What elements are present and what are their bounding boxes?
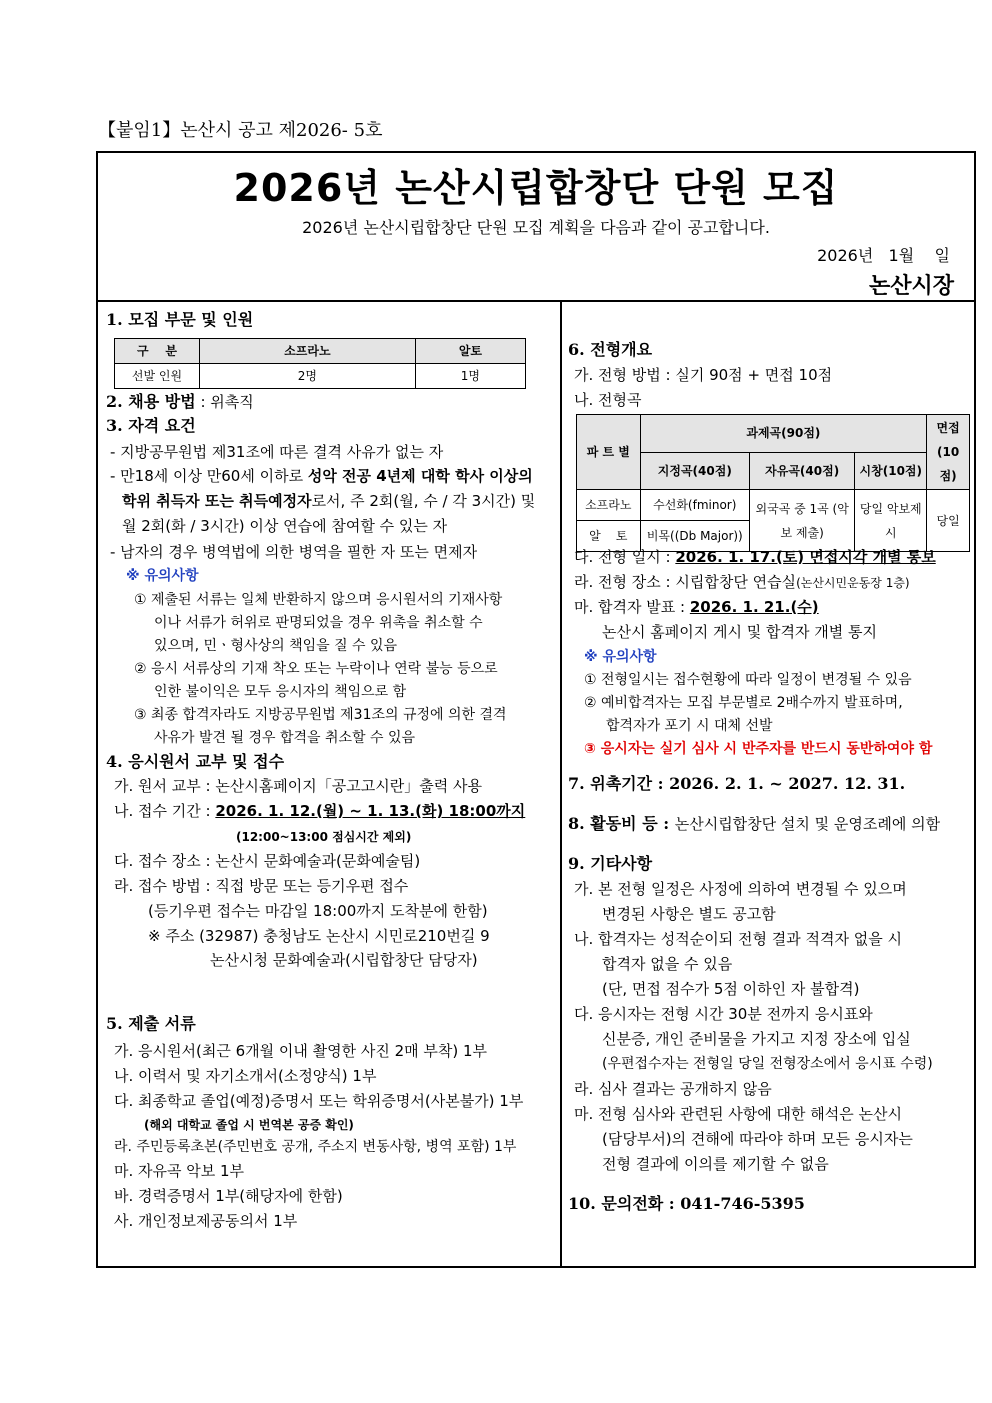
section8-heading: 8. 활동비 등 : — [568, 814, 675, 833]
table-header: 시창(10점) — [855, 452, 927, 490]
doc-item: 다. 최종학교 졸업(예정)증명서 또는 학위증명서(사본불가) 1부 — [114, 1092, 524, 1110]
table-cell: 수선화(fminor) — [640, 490, 749, 521]
table-header: 자유곡(40점) — [750, 452, 855, 490]
apply-line: 라. 접수 방법 : 직접 방문 또는 등기우편 접수 — [114, 877, 409, 895]
apply-line: (등기우편 접수는 마감일 18:00까지 도착분에 한함) — [148, 902, 488, 920]
etc-line: 마. 전형 심사와 관련된 사항에 대한 해석은 논산시 — [574, 1105, 902, 1123]
screen-place: 시립합창단 연습실 — [675, 573, 797, 591]
section2-value: : 위촉직 — [200, 393, 254, 411]
address-line: ※ 주소 (32987) 충청남도 논산시 시민로210번길 9 — [148, 927, 490, 945]
screen-label: 다. 전형 일시 : — [574, 548, 676, 566]
section10-heading: 10. 문의전화 : 041-746-5395 — [568, 1194, 805, 1213]
apply-line: 가. 원서 교부 : 논산시홈페이지「공고고시란」출력 사용 — [114, 777, 482, 795]
issuer: 논산시장 — [868, 274, 954, 299]
section2 — [106, 390, 254, 414]
table-row — [577, 415, 970, 453]
table-header: 면접 (10점) — [927, 415, 970, 490]
note-line: 사유가 발견 될 경우 합격을 취소할 수 있음 — [154, 730, 416, 746]
etc-line: 변경된 사항은 별도 공고함 — [602, 905, 776, 923]
req-line — [122, 489, 535, 513]
recruit-table — [114, 338, 526, 389]
right-column — [562, 300, 974, 1266]
section6-heading: 6. 전형개요 — [568, 340, 653, 359]
note-line: ① 제출된 서류는 일체 반환하지 않으며 응시원서의 기재사항 — [134, 592, 503, 608]
apply-line: 다. 접수 장소 : 논산시 문화예술과(문화예술팀) — [114, 852, 421, 870]
apply-line — [114, 799, 525, 823]
doc-note: (해외 대학교 졸업 시 번역본 공증 확인) — [144, 1118, 354, 1132]
doc-item: 마. 자유곡 악보 1부 — [114, 1162, 245, 1180]
section1-heading: 1. 모집 부문 및 인원 — [106, 310, 254, 329]
screen-line — [574, 545, 936, 569]
table-cell: 외국곡 중 1곡 (악보 제출) — [750, 490, 855, 552]
screen-line: 논산시 홈페이지 게시 및 합격자 개별 통지 — [602, 623, 877, 641]
doc-item: 사. 개인정보제공동의서 1부 — [114, 1212, 298, 1230]
screen-place-note: (논산시민운동장 1층) — [796, 576, 910, 590]
table-header: 과제곡(90점) — [640, 415, 927, 453]
etc-line: 합격자 없을 수 있음 — [602, 955, 733, 973]
note-line: 인한 불이익은 모두 응시자의 책임으로 함 — [154, 684, 407, 700]
etc-line: 나. 합격자는 성적순이되 전형 결과 적격자 없을 시 — [574, 930, 902, 948]
table-cell: 비목((Db Major)) — [640, 521, 749, 552]
attachment-label: 【붙임1】논산시 공고 제2026- 5호 — [98, 120, 383, 141]
etc-line: 다. 응시자는 전형 시간 30분 전까지 응시표와 — [574, 1005, 873, 1023]
req-line: - 지방공무원법 제31조에 따른 결격 사유가 없는 자 — [110, 443, 444, 461]
doc-item: 나. 이력서 및 자기소개서(소정양식) 1부 — [114, 1067, 377, 1085]
section9-heading: 9. 기타사항 — [568, 854, 653, 873]
section5-heading: 5. 제출 서류 — [106, 1014, 196, 1033]
note-line: 합격자가 포기 시 대체 선발 — [606, 718, 773, 734]
table-cell: 선발 인원 — [115, 364, 200, 389]
etc-line: 전형 결과에 이의를 제기할 수 없음 — [602, 1155, 829, 1173]
note-line: ③ 최종 합격자라도 지방공무원법 제31조의 규정에 의한 결격 — [134, 707, 507, 723]
note-line: 있으며, 민ㆍ형사상의 책임을 질 수 있음 — [154, 638, 398, 654]
section7-heading: 7. 위촉기간 : 2026. 2. 1. ~ 2027. 12. 31. — [568, 774, 906, 793]
req-emphasis: 학위 취득자 또는 취득예정자 — [122, 492, 312, 510]
notice-frame — [96, 151, 976, 1268]
notice-date: 2026년 1월 일 — [817, 246, 950, 265]
screen-line: 가. 전형 방법 : 실기 90점 + 면접 10점 — [574, 366, 833, 384]
etc-line: (담당부서)의 견해에 따라야 하며 모든 응시자는 — [602, 1130, 913, 1148]
doc-item: 가. 응시원서(최근 6개월 이내 촬영한 사진 2매 부착) 1부 — [114, 1042, 488, 1060]
section4-heading: 4. 응시원서 교부 및 접수 — [106, 752, 285, 771]
section8-value: 논산시립합창단 설치 및 운영조례에 의함 — [674, 815, 941, 833]
doc-item: 라. 주민등록초본(주민번호 공개, 주소지 변동사항, 병역 포함) 1부 — [114, 1139, 517, 1155]
section2-heading: 2. 채용 방법 — [106, 392, 196, 411]
etc-line: 라. 심사 결과는 공개하지 않음 — [574, 1080, 772, 1098]
screen-line: 나. 전형곡 — [574, 391, 642, 409]
section3-heading: 3. 자격 요건 — [106, 416, 196, 435]
note-line: 이나 서류가 허위로 판명되었을 경우 위촉을 취소할 수 — [154, 615, 483, 631]
section8 — [568, 812, 940, 836]
note-line: ② 예비합격자는 모집 부문별로 2배수까지 발표하며, — [584, 695, 903, 711]
screen-date: 2026. 1. 17.(토) 면접시각 개별 통보 — [675, 548, 936, 566]
table-header: 파 트 별 — [577, 415, 641, 490]
screen-line — [574, 570, 910, 595]
apply-label: 나. 접수 기간 : — [114, 802, 216, 820]
table-header: 소프라노 — [200, 339, 416, 364]
note-title: ※ 유의사항 — [126, 568, 199, 584]
req-text: 로서, 주 2회(월, 수 / 각 3시간) 및 — [311, 492, 536, 510]
table-cell: 1명 — [415, 364, 525, 389]
screen-label: 라. 전형 장소 : — [574, 573, 676, 591]
table-cell: 2명 — [200, 364, 416, 389]
table-cell: 당일 악보제시 — [855, 490, 927, 552]
table-row — [115, 339, 526, 364]
songs-table — [576, 414, 970, 552]
table-cell: 알 토 — [577, 521, 641, 552]
note-title: ※ 유의사항 — [584, 649, 657, 665]
page-title: 2026년 논산시립합창단 단원 모집 — [233, 166, 839, 210]
table-row — [577, 490, 970, 521]
note-line: ② 응시 서류상의 기재 착오 또는 누락이나 연락 불능 등으로 — [134, 661, 498, 677]
note-line: ① 전형일시는 접수현황에 따라 일정이 변경될 수 있음 — [584, 672, 912, 688]
etc-line: (단, 면접 점수가 5점 이하인 자 불합격) — [602, 980, 860, 998]
announce-date: 2026. 1. 21.(수) — [689, 598, 819, 616]
etc-line: 가. 본 전형 일정은 사정에 의하여 변경될 수 있으며 — [574, 880, 907, 898]
table-cell: 당일 — [927, 490, 970, 552]
req-line — [110, 464, 533, 488]
table-row — [115, 364, 526, 389]
screen-label: 마. 합격자 발표 : — [574, 598, 690, 616]
left-column — [98, 300, 560, 1266]
table-header: 구 분 — [115, 339, 200, 364]
req-line: 월 2회(화 / 3시간) 이상 연습에 참여할 수 있는 자 — [122, 517, 448, 535]
apply-note: (12:00~13:00 점심시간 제외) — [236, 830, 412, 844]
table-cell: 소프라노 — [577, 490, 641, 521]
screen-line — [574, 595, 819, 619]
subtitle: 2026년 논산시립합창단 단원 모집 계획을 다음과 같이 공고합니다. — [302, 218, 770, 237]
apply-period: 2026. 1. 12.(월) ~ 1. 13.(화) 18:00까지 — [215, 802, 526, 820]
table-header: 지정곡(40점) — [640, 452, 749, 490]
req-emphasis: 성악 전공 4년제 대학 학사 이상의 — [307, 467, 533, 485]
etc-line: 신분증, 개인 준비물을 가지고 지정 장소에 입실 — [602, 1030, 911, 1048]
address-line: 논산시청 문화예술과(시립합창단 담당자) — [210, 951, 478, 969]
note-warning: ③ 응시자는 실기 심사 시 반주자를 반드시 동반하여야 함 — [584, 741, 933, 757]
table-header: 알토 — [415, 339, 525, 364]
etc-line: (우편접수자는 전형일 당일 전형장소에서 응시표 수령) — [602, 1056, 933, 1072]
req-line: - 남자의 경우 병역법에 의한 병역을 필한 자 또는 면제자 — [110, 543, 478, 561]
doc-item: 바. 경력증명서 1부(해당자에 한함) — [114, 1187, 343, 1205]
notice-header — [98, 153, 974, 302]
req-text: - 만18세 이상 만60세 이하로 — [110, 467, 308, 485]
